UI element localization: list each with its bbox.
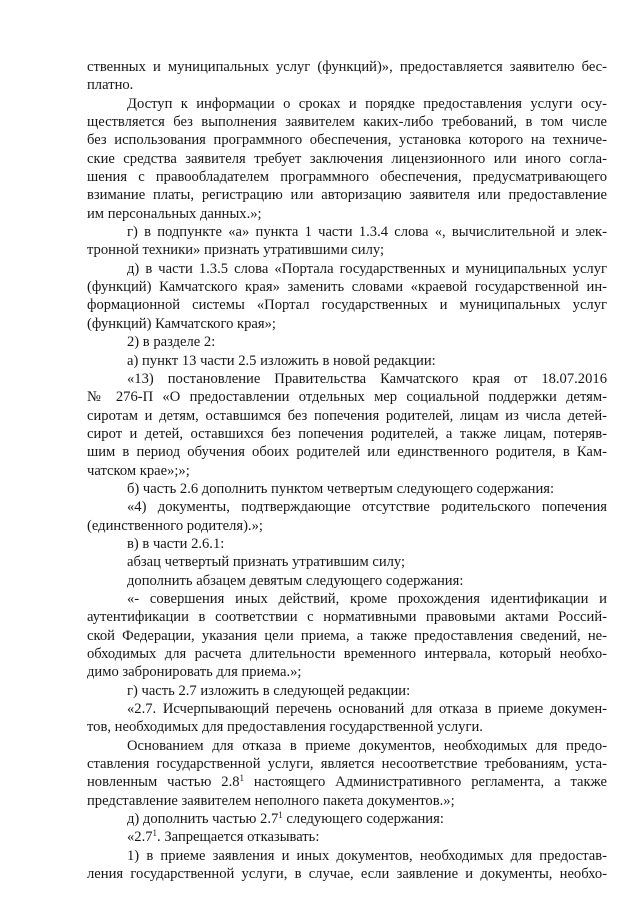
paragraph [87,810,607,828]
text-line: «2.7. Исчерпывающий перечень оснований для отказа в приеме докумен- [127,701,607,718]
paragraph [87,590,607,682]
text-line: дополнить абзацем девятым следующего содержания: [127,572,464,589]
text-line: а) пункт 13 части 2.5 изложить в новой редакции: [127,352,436,369]
text-line: «4) документы, подтверждающие отсутствие родительского попечения [127,499,607,516]
paragraph [87,572,607,590]
text-fragment: настоящего Административного регламента, а также [244,774,607,791]
text-line: шим в период обучения обоих родителей или единственного родителя, в Кам- [87,444,607,461]
paragraph [87,370,607,480]
paragraph [87,847,607,884]
paragraph [87,700,607,737]
text-line: представление заявителем неполного пакета документов.»; [87,792,455,809]
text-line: чатском крае»;»; [87,462,190,479]
text-line [87,828,607,846]
paragraph [87,480,607,498]
text-line: (функций) Камчатского края» заменить словами «краевой государственной ин- [87,279,607,296]
text-line: (функций) Камчатского края»; [87,315,276,332]
text-line: шения с правообладателем программного обеспечения, предусматривающего [87,169,607,186]
text-line: ления государственной услуги, в случае, если заявление и документы, необхо- [87,866,607,883]
text-line: ставления государственной услуги, является несоответствие требованиям, уста- [87,756,607,773]
text-line: платно. [87,77,134,94]
text-line: сиротам и детям, оставшимся без попечения родителей, лицам из числа детей- [87,407,607,424]
text-line: сирот и детей, оставшихся без попечения родителей, а также лицам, потеряв- [87,425,607,442]
text-line: димо забронировать для приема.»; [87,664,302,681]
text-line: «- совершения иных действий, кроме прохождения идентификации и [127,590,607,607]
text-line: ской Федерации, указания цели приема, а также предоставления сведений, не- [87,627,607,644]
text-line: тронной техники» признать утратившими силу; [87,242,385,259]
superscript: 1 [278,810,283,821]
text-line: в) в части 2.6.1: [127,535,225,552]
text-line: абзац четвертый признать утратившим силу; [127,554,406,571]
text-fragment: новленным частью 2.8 [87,774,240,791]
text-fragment: «2.7 [127,829,153,846]
paragraph [87,260,607,333]
text-line: ществляется без выполнения заявителем каких-либо требований, в том числе [87,114,607,131]
paragraph [87,333,607,351]
text-line: «13) постановление Правительства Камчатского края от 18.07.2016 [127,370,607,387]
text-line: без использования программного обеспечения, установка которого на техниче- [87,132,607,149]
paragraph [87,682,607,700]
text-line: б) часть 2.6 дополнить пунктом четвертым следующего содержания: [127,480,555,497]
text-fragment: д) дополнить частью 2.7 [127,811,279,828]
text-line: формационной системы «Портал государственных и муниципальных услуг [87,297,607,314]
paragraph [87,223,607,260]
paragraph [87,352,607,370]
text-line: № 276-П «О предоставлении отдельных мер социальной поддержки детям- [87,389,607,406]
paragraph [87,535,607,553]
paragraph [87,553,607,571]
paragraph [87,498,607,535]
text-line: им персональных данных.»; [87,205,262,222]
superscript: 1 [239,773,245,784]
paragraph [87,737,607,810]
text-line: ские средства заявителя требует заключения лицензионного или иного согла- [87,150,607,167]
text-line: обходимых для расчета длительности временного интервала, который необхо- [87,646,607,662]
document-page [87,58,607,883]
paragraph [87,95,607,223]
text-line [87,773,607,791]
text-line: д) в части 1.3.5 слова «Портала государственных и муниципальных услуг [127,260,607,277]
text-line: ственных и муниципальных услуг (функций)», предоставляется заявителю бес- [87,59,607,75]
text-line: г) часть 2.7 изложить в следующей редакции: [127,682,411,699]
text-line: тов, необходимых для предоставления государственной услуги. [87,719,483,736]
text-line: аутентификации в соответствии с нормативными правовыми актами Россий- [87,609,607,626]
text-line: Доступ к информации о сроках и порядке предоставления услуги осу- [127,95,607,112]
text-fragment: . Запрещается отказывать: [157,829,320,846]
text-line [87,810,607,828]
text-fragment: следующего содержания: [282,811,444,828]
text-line: Основанием для отказа в приеме документов, необходимых для предо- [127,737,607,754]
paragraph [87,58,607,95]
paragraph [87,828,607,846]
text-line: 2) в разделе 2: [127,334,216,351]
text-line: г) в подпункте «а» пункта 1 части 1.3.4 слова «, вычислительной и элек- [127,224,607,241]
text-line: взимание платы, регистрацию или авторизацию заявителя или предоставление [87,187,607,204]
superscript: 1 [152,828,158,839]
text-line: (единственного родителя).»; [87,517,263,534]
text-line: 1) в приеме заявления и иных документов, необходимых для предостав- [127,847,607,864]
